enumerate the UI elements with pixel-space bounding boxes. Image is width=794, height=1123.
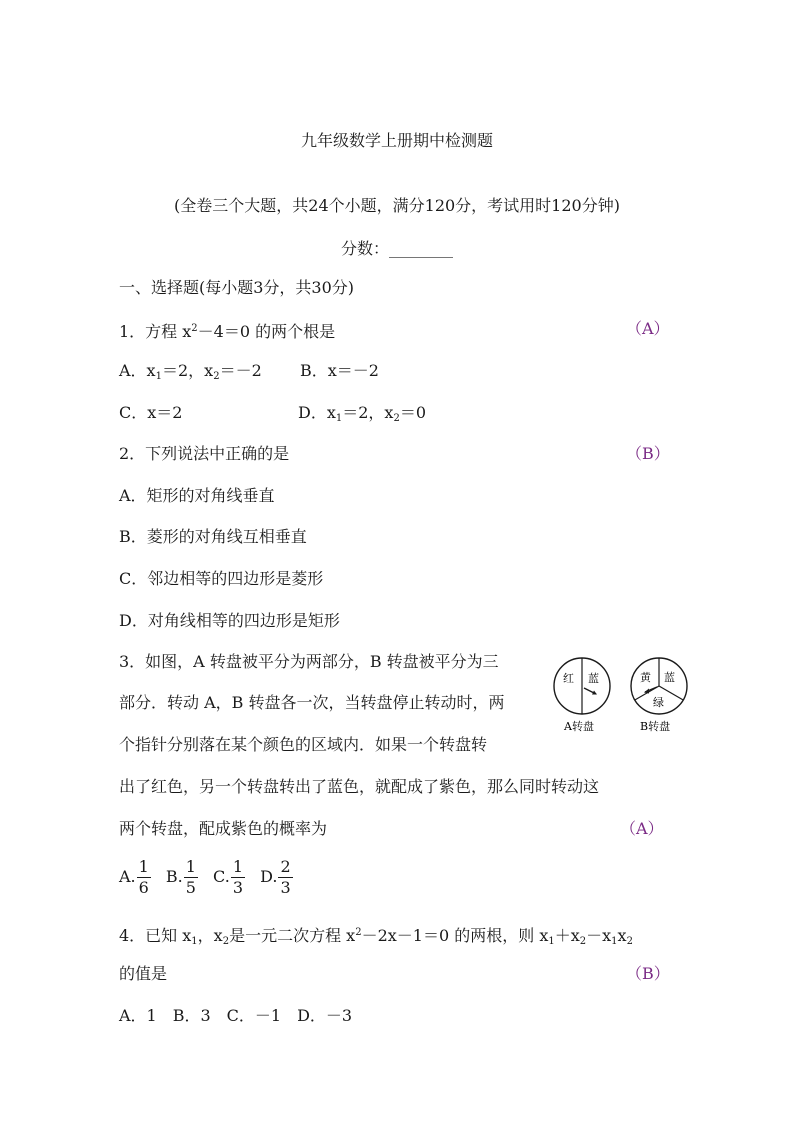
q2-answer: （B）: [626, 444, 670, 463]
spinner-b-label-top-right: 蓝: [664, 671, 675, 684]
spinner-a-label-right: 蓝: [588, 672, 599, 685]
spinner-b-label-top-left: 黄: [640, 671, 651, 684]
spinner-b-figure: [626, 656, 692, 736]
q2-stem: 2．下列说法中正确的是: [119, 444, 290, 463]
page-title: 九年级数学上册期中检测题: [300, 131, 493, 150]
spinner-a-label-left: 红: [563, 672, 574, 685]
q3-option-b: B. $\frac{1}{5}$: [165, 857, 196, 897]
section-heading: 一、选择题(每小题3分，共30分): [119, 278, 355, 297]
exam-info: (全卷三个大题，共24个小题，满分120分，考试用时120分钟): [174, 196, 620, 215]
q3-line-5: 两个转盘，配成紫色的概率为: [119, 819, 328, 838]
q3-line-4: 出了红色，另一个转盘转出了蓝色，就配成了紫色，那么同时转动这: [119, 777, 600, 796]
q1-stem-text: 1．方程 x: [119, 322, 192, 341]
q1-option-d: D．$x_1=2$，$x_2=0$: [298, 403, 427, 424]
q2-option-a: A．矩形的对角线垂直: [119, 486, 275, 505]
q1-option-a: A．$x_1=2$，$x_2=-2$: [119, 361, 262, 382]
q4-options: A．1 B．3 C．－1 D．－3: [119, 1006, 353, 1025]
q3-line-2: 部分．转动 A，B 转盘各一次，当转盘停止转动时，两: [119, 693, 505, 712]
q1-stem: [119, 318, 335, 343]
spinner-b-label-bottom: 绿: [653, 696, 664, 709]
spinner-b-caption: B转盘: [640, 720, 671, 733]
q3-line-1: 3．如图，A 转盘被平分为两部分，B 转盘被平分为三: [119, 652, 499, 671]
spinner-a-caption: A转盘: [564, 720, 594, 733]
q2-option-c: C．邻边相等的四边形是菱形: [119, 569, 324, 588]
spinner-a-figure: [550, 656, 614, 736]
score-label: 分数：: [340, 239, 389, 258]
q1-sup: 2: [191, 323, 198, 334]
q1-option-c: C．x＝2: [119, 403, 183, 422]
q2-option-d: D．对角线相等的四边形是矩形: [119, 611, 340, 630]
q4-stem: 4．已知 $x_1$，$x_2$是一元二次方程 $x^2-2x-1=0$ 的两根，则 $x_1+x_2-x_1x_2$: [119, 926, 633, 947]
q1-answer: （A）: [626, 319, 670, 338]
q3-line-3: 个指针分别落在某个颜色的区域内．如果一个转盘转: [119, 735, 488, 754]
q4-stem-line-2: 的值是: [119, 964, 168, 983]
q3-options: [119, 857, 303, 898]
score-line: [0, 238, 794, 260]
q3-option-c: C. $\frac{1}{3}$: [213, 857, 243, 897]
q4-answer: （B）: [626, 964, 670, 983]
q1-stem-rest: －4＝0 的两个根是: [197, 322, 336, 341]
q2-option-b: B．菱形的对角线互相垂直: [119, 527, 307, 546]
q3-option-a: A. $\frac{1}{6}$: [119, 857, 149, 897]
score-blank: ________: [389, 239, 453, 258]
q3-option-d: D. $\frac{2}{3}$: [260, 857, 291, 897]
q1-option-b: B．x＝－2: [300, 361, 379, 380]
q3-answer: （A）: [620, 819, 664, 838]
